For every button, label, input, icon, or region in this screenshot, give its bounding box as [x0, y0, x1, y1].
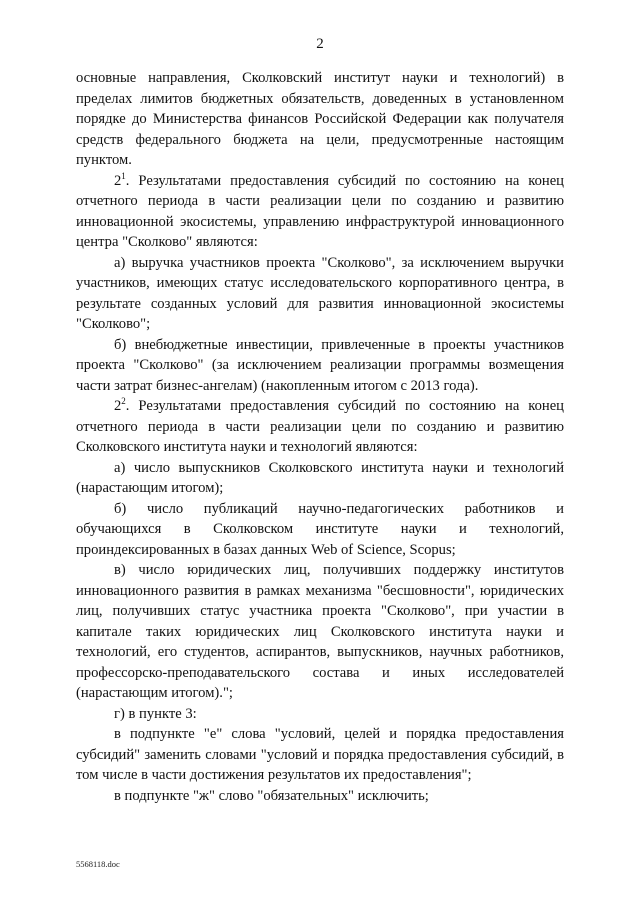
- clause-number: 2: [114, 398, 122, 414]
- subitem-a-revenue: а) выручка участников проекта "Сколково", за исключением выручки участников, имеющих статус исследовательского корпоративного центра, в результате созданных условий для развития инновационной экосистемы "Сколково";: [76, 254, 564, 332]
- clause-text: . Результатами предоставления субсидий по состоянию на конец отчетного периода в части реализации цели по созданию и развитию Сколковского института науки и технологий являются:: [76, 398, 564, 455]
- subitem-b-publications: б) число публикаций научно-педагогических работников и обучающихся в Сколковском институте науки и технологий, проиндексированных в базах данных Web of Science, Scopus;: [76, 500, 564, 558]
- clause-superscript: 2: [121, 396, 126, 407]
- clause-text: . Результатами предоставления субсидий по состоянию на конец отчетного периода в части реализации цели по созданию и развитию инновационной экосистемы, управлению инфраструктурой инновационного центра "Сколково" являются:: [76, 172, 564, 250]
- clause-superscript: 1: [121, 170, 126, 181]
- clause-number: 2: [114, 172, 122, 189]
- subitem-g-point-3: г) в пункте 3:: [114, 705, 197, 722]
- paragraph-2-1: [76, 171, 564, 253]
- subitem-b-investments: б) внебюджетные инвестиции, привлеченные в проекты участников проекта "Сколково" (за исключением реализации программы возмещения части затрат бизнес-ангелам) (накопленным итогом с 2013 года).: [76, 336, 564, 394]
- amendment-subpoint-zh: в подпункте "ж" слово "обязательных" исключить;: [114, 787, 429, 804]
- paragraph-2-2: [76, 396, 564, 458]
- paragraph-intro: основные направления, Сколковский институт науки и технологий) в пределах лимитов бюджетных обязательств, доведенных в установленном порядке до Министерства финансов Российской Федерации как получателя средств федерального бюджета на цели, предусмотренные настоящим пунктом.: [76, 70, 564, 168]
- subitem-a-graduates: а) число выпускников Сколковского института науки и технологий (нарастающим итогом);: [76, 459, 564, 496]
- footer-filename: 5568118.doc: [76, 859, 120, 869]
- subitem-v-legal-entities: в) число юридических лиц, получивших поддержку институтов инновационного развития в рамках механизма "бесшовности", юридических лиц, получивших статус участника проекта "Сколково", при участии в капитале таких юридических лиц Сколковского института науки и технологий, его студентов, аспирантов, выпускников, научных работников, профессорско-преподавательского состава и иных исследователей (нарастающим итогом).";: [76, 562, 564, 701]
- amendment-subpoint-e: в подпункте "е" слова "условий, целей и порядка предоставления субсидий" заменить словами "условий и порядка предоставления субсидий, в том числе в части достижения результатов их предоставления";: [76, 726, 564, 783]
- page-number: 2: [316, 36, 324, 52]
- document-body: [76, 68, 564, 806]
